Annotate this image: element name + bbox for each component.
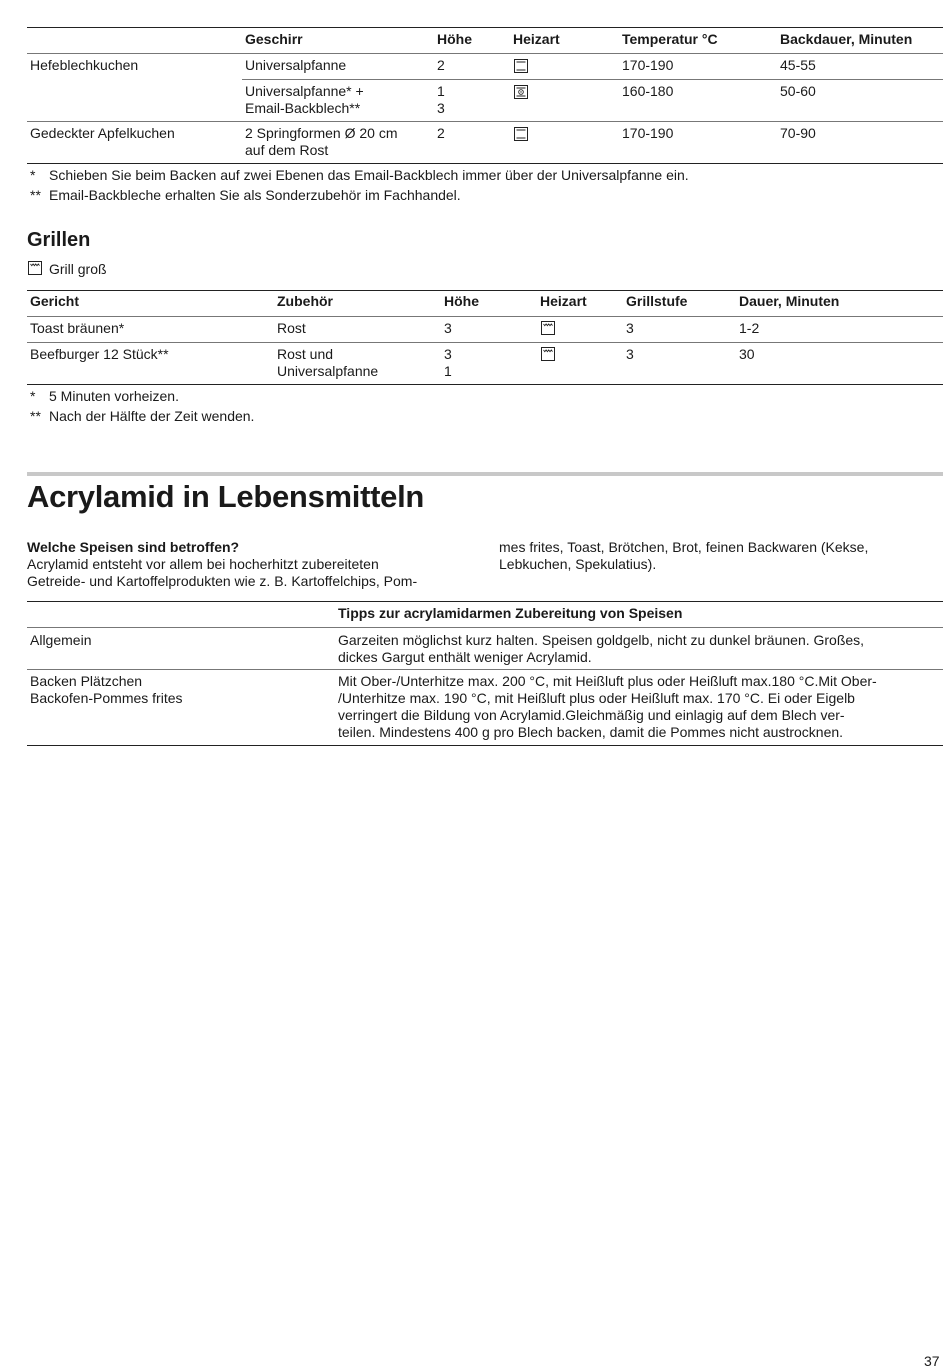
bake-note1-mark: * xyxy=(30,167,36,183)
grill-header-level: Höhe xyxy=(444,293,479,309)
bake-row3-ware-line2: auf dem Rost xyxy=(245,142,329,158)
tips-header-rule xyxy=(27,627,943,628)
tips-row2-label-line1: Backen Plätzchen xyxy=(30,673,143,689)
bake-row3-dish: Gedeckter Apfelkuchen xyxy=(30,125,175,141)
acrylamid-question: Welche Speisen sind betroffen? xyxy=(27,539,240,555)
bake-row1-dish: Hefeblechkuchen xyxy=(30,57,139,73)
grill-row2-level: 3 xyxy=(444,346,452,362)
bake-row1-level: 2 xyxy=(437,57,445,73)
top-bottom-heat-icon xyxy=(514,59,528,73)
grill-row2-time: 30 xyxy=(739,346,755,362)
bake-table-top-rule xyxy=(27,27,943,28)
bake-row3-time: 70-90 xyxy=(780,125,816,141)
bake-note1-text: Schieben Sie beim Backen auf zwei Ebenen das Email-Backblech immer über der Universalpfanne ein. xyxy=(49,167,689,183)
tips-row2-text-line4: teilen. Mindestens 400 g pro Blech backen, damit die Pommes nicht austrocknen. xyxy=(338,724,844,740)
hot-air-plus-icon xyxy=(514,85,528,99)
bake-header-temp: Temperatur °C xyxy=(622,31,718,47)
grill-row1-dish: Toast bräunen* xyxy=(30,320,125,336)
bake-row1-temp: 170-190 xyxy=(622,57,674,73)
acrylamid-col2-line2: Lebkuchen, Spekulatius). xyxy=(499,556,657,572)
grill-note1-mark: * xyxy=(30,388,36,404)
bake-row1-ware: Universalpfanne xyxy=(245,57,347,73)
tips-row2-label-line2: Backofen-Pommes frites xyxy=(30,690,183,706)
grill-mode-label: Grill groß xyxy=(49,261,107,277)
grill-row1-time: 1-2 xyxy=(739,320,760,336)
grill-row2-level-2: 1 xyxy=(444,363,452,379)
bake-header-rule xyxy=(27,53,943,54)
grill-row2-accessory: Rost und xyxy=(277,346,334,362)
bake-row3-level: 2 xyxy=(437,125,445,141)
bake-row2-level-2: 3 xyxy=(437,100,445,116)
acrylamid-col1-line1: Acrylamid entsteht vor allem bei hocherhitzt zubereiteten xyxy=(27,556,379,572)
grill-row2-dish: Beefburger 12 Stück** xyxy=(30,346,169,362)
bake-header-level: Höhe xyxy=(437,31,472,47)
tips-row2-text-line2: /Unterhitze max. 190 °C, mit Heißluft plus oder Heißluft max. 170 °C. Ei oder Eigelb xyxy=(338,690,855,706)
tips-row1-text-line1: Garzeiten möglichst kurz halten. Speisen goldgelb, nicht zu dunkel bräunen. Großes, xyxy=(338,632,865,648)
bake-note2-mark: ** xyxy=(30,187,41,203)
acrylamid-col2-line1: mes frites, Toast, Brötchen, Brot, feinen Backwaren (Kekse, xyxy=(499,539,869,555)
tips-row1-text-line2: dickes Gargut enthält weniger Acrylamid. xyxy=(338,649,592,665)
bake-row1-time: 45-55 xyxy=(780,57,816,73)
grill-header-stage: Grillstufe xyxy=(626,293,688,309)
acrylamid-title: Acrylamid in Lebensmitteln xyxy=(27,479,425,514)
grill-table-bottom-rule xyxy=(27,384,943,385)
bake-row2-level: 1 xyxy=(437,83,445,99)
top-bottom-heat-icon xyxy=(514,127,528,141)
grill-row1-level: 3 xyxy=(444,320,452,336)
grill-header-accessory: Zubehör xyxy=(277,293,333,309)
grill-large-icon xyxy=(28,261,42,275)
bake-row2-ware-line2: Email-Backblech** xyxy=(245,100,361,116)
grill-note2-mark: ** xyxy=(30,408,41,424)
grill-large-icon xyxy=(541,321,555,335)
tips-header: Tipps zur acrylamidarmen Zubereitung von Speisen xyxy=(338,605,683,621)
bake-row3-ware: 2 Springformen Ø 20 cm xyxy=(245,125,398,141)
grill-row1-rule xyxy=(27,342,943,343)
tips-row2-text-line1: Mit Ober-/Unterhitze max. 200 °C, mit Heißluft plus oder Heißluft max.180 °C.Mit Ober- xyxy=(338,673,877,689)
bake-row2-rule xyxy=(27,121,943,122)
bake-header-time: Backdauer, Minuten xyxy=(780,31,913,47)
grill-row2-accessory-line2: Universalpfanne xyxy=(277,363,379,379)
bake-row2-time: 50-60 xyxy=(780,83,816,99)
grill-header-dish: Gericht xyxy=(30,293,80,309)
bake-row2-ware: Universalpfanne* + xyxy=(245,83,364,99)
grill-row1-stage: 3 xyxy=(626,320,634,336)
grill-large-icon xyxy=(541,347,555,361)
bake-row3-temp: 170-190 xyxy=(622,125,674,141)
bake-header-ware: Geschirr xyxy=(245,31,303,47)
tips-row1-rule xyxy=(27,669,943,670)
bake-row1-rule xyxy=(242,79,943,80)
grill-header-mode: Heizart xyxy=(540,293,587,309)
grill-row1-accessory: Rost xyxy=(277,320,306,336)
grill-heading: Grillen xyxy=(27,229,91,251)
tips-table-top-rule xyxy=(27,601,943,602)
bake-table-bottom-rule xyxy=(27,163,943,164)
grill-table-top-rule xyxy=(27,290,943,291)
tips-row1-label: Allgemein xyxy=(30,632,92,648)
bake-row2-temp: 160-180 xyxy=(622,83,674,99)
bake-note2-text: Email-Backbleche erhalten Sie als Sonderzubehör im Fachhandel. xyxy=(49,187,461,203)
bake-header-mode: Heizart xyxy=(513,31,560,47)
tips-row2-text-line3: verringert die Bildung von Acrylamid.Gleichmäßig und einlagig auf dem Blech ver- xyxy=(338,707,845,723)
grill-note2-text: Nach der Hälfte der Zeit wenden. xyxy=(49,408,255,424)
acrylamid-col1-line2: Getreide- und Kartoffelprodukten wie z. B. Kartoffelchips, Pom- xyxy=(27,573,418,589)
tips-table-bottom-rule xyxy=(27,745,943,746)
grill-note1-text: 5 Minuten vorheizen. xyxy=(49,388,179,404)
section-divider-bar xyxy=(27,472,943,476)
grill-header-rule xyxy=(27,316,943,317)
grill-row2-stage: 3 xyxy=(626,346,634,362)
grill-header-time: Dauer, Minuten xyxy=(739,293,840,309)
page-number: 37 xyxy=(924,1353,940,1369)
